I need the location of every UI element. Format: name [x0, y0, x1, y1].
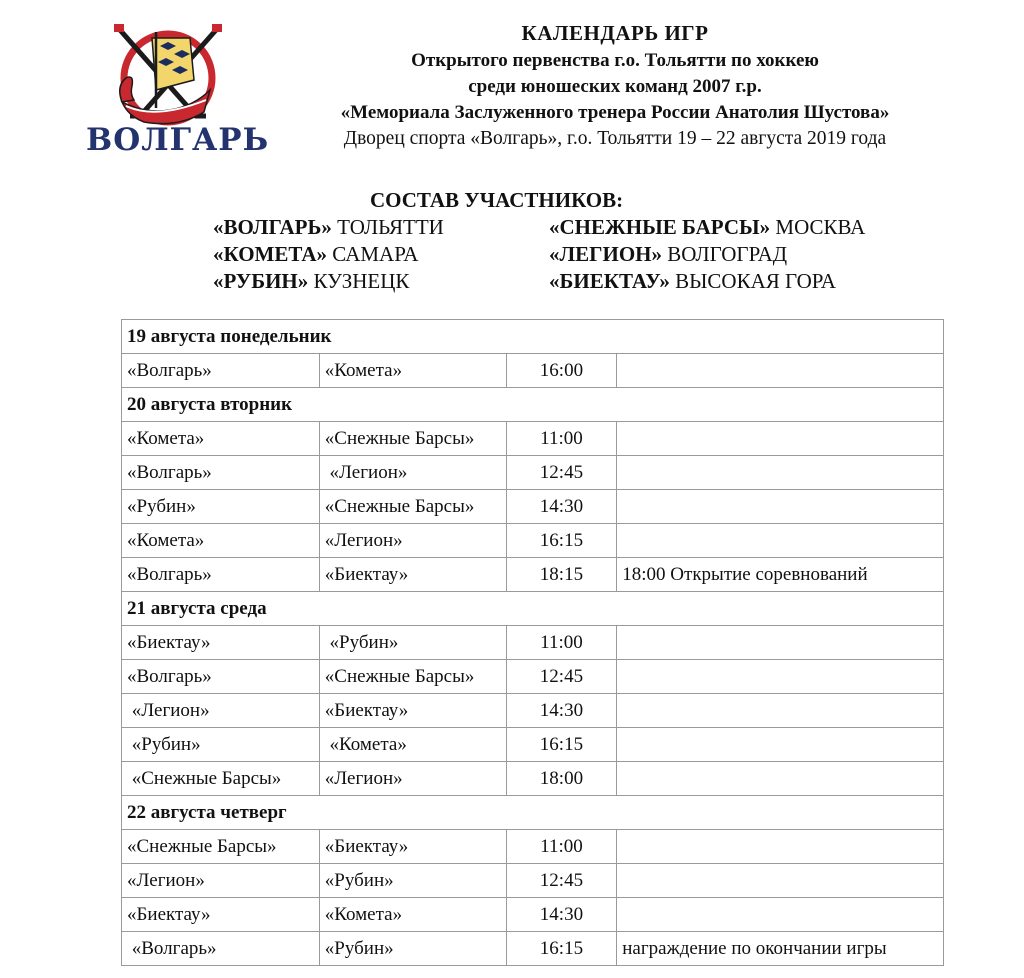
home-team: «Биектау»: [122, 898, 320, 932]
day-header-row: [122, 592, 944, 626]
game-row: [122, 524, 944, 558]
schedule-table: [121, 319, 944, 966]
game-note: [617, 830, 944, 864]
away-team: «Комета»: [319, 728, 506, 762]
game-row: [122, 490, 944, 524]
participant-team: [213, 215, 444, 240]
away-team: «Снежные Барсы»: [319, 422, 506, 456]
home-team: «Легион»: [122, 864, 320, 898]
game-note: награждение по окончании игры: [617, 932, 944, 966]
game-time: 11:00: [506, 626, 617, 660]
team-name: «СНЕЖНЫЕ БАРСЫ»: [549, 215, 771, 239]
day-label: 20 августа вторник: [122, 388, 944, 422]
team-city: ВОЛГОГРАД: [662, 242, 788, 266]
subtitle-line-2: среди юношеских команд 2007 г.р.: [468, 76, 762, 97]
game-row: [122, 898, 944, 932]
game-row: [122, 660, 944, 694]
home-team: «Волгарь»: [122, 932, 320, 966]
game-time: 14:30: [506, 898, 617, 932]
game-row: [122, 864, 944, 898]
participant-team: [549, 242, 787, 267]
away-team: «Рубин»: [319, 864, 506, 898]
game-time: 12:45: [506, 660, 617, 694]
document-title: КАЛЕНДАРЬ ИГР: [521, 21, 709, 45]
home-team: «Биектау»: [122, 626, 320, 660]
game-time: 14:30: [506, 694, 617, 728]
day-header-row: [122, 320, 944, 354]
game-row: [122, 762, 944, 796]
away-team: «Легион»: [319, 524, 506, 558]
day-label: 22 августа четверг: [122, 796, 944, 830]
game-time: 11:00: [506, 422, 617, 456]
game-note: [617, 490, 944, 524]
home-team: «Легион»: [122, 694, 320, 728]
team-name: «РУБИН»: [213, 269, 309, 293]
game-note: [617, 626, 944, 660]
team-city: КУЗНЕЦК: [308, 269, 410, 293]
game-time: 18:15: [506, 558, 617, 592]
home-team: «Волгарь»: [122, 354, 320, 388]
team-name: «КОМЕТА»: [213, 242, 327, 266]
away-team: «Биектау»: [319, 830, 506, 864]
day-label: 21 августа среда: [122, 592, 944, 626]
home-team: «Рубин»: [122, 490, 320, 524]
away-team: «Рубин»: [319, 932, 506, 966]
home-team: «Волгарь»: [122, 456, 320, 490]
home-team: «Комета»: [122, 524, 320, 558]
day-header-row: [122, 388, 944, 422]
venue-dates: Дворец спорта «Волгарь», г.о. Тольятти 19 – 22 августа 2019 года: [343, 128, 887, 149]
game-row: [122, 354, 944, 388]
team-name: «БИЕКТАУ»: [549, 269, 670, 293]
game-time: 16:15: [506, 728, 617, 762]
game-note: [617, 728, 944, 762]
away-team: «Снежные Барсы»: [319, 490, 506, 524]
participant-team: [213, 269, 409, 294]
day-header-row: [122, 796, 944, 830]
game-time: 16:15: [506, 524, 617, 558]
home-team: «Волгарь»: [122, 558, 320, 592]
team-city: САМАРА: [327, 242, 419, 266]
subtitle-line-3: «Мемориала Заслуженного тренера России Анатолия Шустова»: [340, 102, 890, 123]
subtitle-line-1: Открытого первенства г.о. Тольятти по хоккею: [411, 50, 819, 71]
participant-team: [549, 269, 836, 294]
game-note: [617, 660, 944, 694]
game-time: 11:00: [506, 830, 617, 864]
game-time: 16:00: [506, 354, 617, 388]
game-time: 12:45: [506, 456, 617, 490]
team-city: ТОЛЬЯТТИ: [331, 215, 444, 239]
home-team: «Волгарь»: [122, 660, 320, 694]
game-note: 18:00 Открытие соревнований: [617, 558, 944, 592]
participant-team: [213, 242, 418, 267]
team-name: «ЛЕГИОН»: [549, 242, 663, 266]
game-row: [122, 694, 944, 728]
game-time: 12:45: [506, 864, 617, 898]
game-note: [617, 354, 944, 388]
away-team: «Комета»: [319, 898, 506, 932]
logo-wordmark: ВОЛГАРЬ: [86, 122, 270, 158]
document-header: [250, 18, 980, 152]
participants-heading: СОСТАВ УЧАСТНИКОВ:: [370, 188, 624, 212]
game-row: [122, 626, 944, 660]
game-row: [122, 422, 944, 456]
home-team: «Снежные Барсы»: [122, 830, 320, 864]
team-city: ВЫСОКАЯ ГОРА: [669, 269, 836, 293]
home-team: «Рубин»: [122, 728, 320, 762]
game-note: [617, 898, 944, 932]
game-row: [122, 932, 944, 966]
away-team: «Рубин»: [319, 626, 506, 660]
team-name: «ВОЛГАРЬ»: [213, 215, 332, 239]
away-team: «Биектау»: [319, 694, 506, 728]
game-row: [122, 558, 944, 592]
game-note: [617, 762, 944, 796]
game-note: [617, 694, 944, 728]
game-note: [617, 524, 944, 558]
game-row: [122, 728, 944, 762]
day-label: 19 августа понедельник: [122, 320, 944, 354]
game-time: 16:15: [506, 932, 617, 966]
game-time: 14:30: [506, 490, 617, 524]
game-row: [122, 830, 944, 864]
away-team: «Биектау»: [319, 558, 506, 592]
home-team: «Снежные Барсы»: [122, 762, 320, 796]
game-note: [617, 422, 944, 456]
home-team: «Комета»: [122, 422, 320, 456]
team-city: МОСКВА: [770, 215, 866, 239]
away-team: «Легион»: [319, 762, 506, 796]
participant-team: [549, 215, 865, 240]
game-note: [617, 864, 944, 898]
game-row: [122, 456, 944, 490]
game-time: 18:00: [506, 762, 617, 796]
away-team: «Снежные Барсы»: [319, 660, 506, 694]
away-team: «Легион»: [319, 456, 506, 490]
away-team: «Комета»: [319, 354, 506, 388]
game-note: [617, 456, 944, 490]
